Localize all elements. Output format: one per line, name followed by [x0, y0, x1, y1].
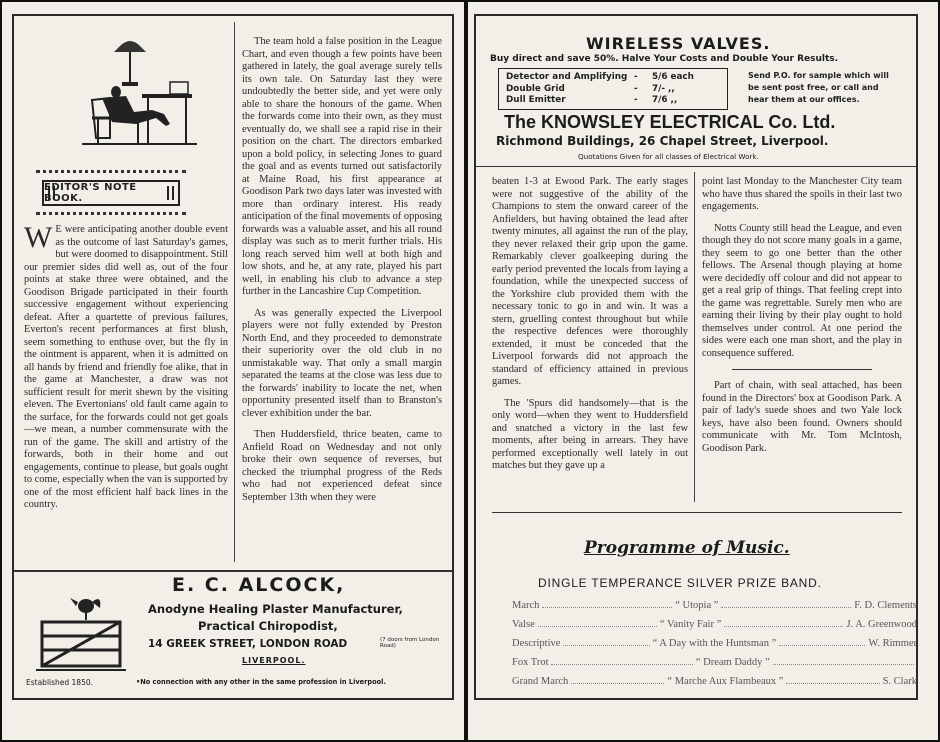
music-type: Valse [512, 619, 535, 630]
music-type: Grand March [512, 676, 569, 687]
wireless-divider [476, 166, 916, 167]
company-address: Richmond Buildings, 26 Chapel Street, Liverpool. [496, 134, 829, 148]
music-row [512, 619, 917, 630]
notes-column-2 [702, 176, 902, 496]
valve-price: 7/- ,, [652, 83, 675, 94]
valve-price: 5/6 each [652, 72, 694, 82]
notes-paragraph-1: beaten 1-3 at Ewood Park. The early stages were not suggestive of the ability of the Champions to stem the onward career of the Anfielders, but having obtained the lead after twenty minutes, all against the run of the play, they never relaxed their grip upon the game. Remarkably clever goalkeeping during the early period prevented the locals from laying a foundation, while the unexpected success of the Yorkshire club provided them with the necessary tonic to go in and win. It was a stern, gruelling contest throughout but while the respective defences were thoroughly extended, it must be conceded that the Liverpool forwards did not approach the standard of efficiency attained in previous games. [492, 176, 688, 387]
valve-row [506, 95, 726, 107]
column-divider [234, 22, 235, 562]
alcock-name: E. C. ALCOCK, [172, 574, 346, 596]
music-title: “ Marche Aux Flambeaux ” [667, 676, 784, 687]
company-name: The KNOWSLEY ELECTRICAL Co. Ltd. [504, 112, 836, 132]
alcock-established: Established 1850. [26, 678, 94, 687]
right-page [468, 2, 938, 740]
editor-paragraph-1 [24, 224, 228, 512]
send-po-note: Send P.O. for sample which will be sent post free, or call and hear them at our offices. [748, 71, 889, 104]
alcock-line-1: Anodyne Healing Plaster Manufacturer, [148, 602, 403, 616]
music-heading: Programme of Music. [584, 538, 790, 558]
music-row [512, 676, 917, 687]
music-composer: J. A. Greenwood [846, 619, 918, 630]
wireless-title: WIRELESS VALVES. [586, 34, 771, 53]
quotations-note: Quotations Given for all classes of Electrical Work. [578, 152, 759, 161]
music-title: “ Dream Daddy ” [695, 657, 770, 668]
notes-paragraph-5: Part of chain, with seal attached, has been found in the Directors' box at Goodison Park. A pair of lady's suede shoes and two Yale lock keys, have also been found. Owners should communicate with Mr. Tom McIntosh, Goodison Park. [702, 380, 902, 454]
editor-paragraph-2: The team hold a false position in the League Chart, and even though a few points have been gathered in lately, the goal average surely tells its own tale. On Saturday last they were undoubtedly the better side, and yet were only able to share the honours of the game. When the forwards come into their own, as they must eventually do, we shall see a rapid rise in their position on the chart. The directors embarked upon a bold policy, in selecting Jones to guard the goal and as events turned out satisfactorily at Maine Road, his first appearance at Goodison Park two days later was invested with more than ordinary interest. His ready anticipation of the final movements of opposing forwards was a valuable asset, and his all round display was such as to merit further trials. His long reach served him well at both high and low shots, and he, at any rate, played his part well, in enabling his club to advance a step further in the Lancashire Cup Competition. [242, 36, 442, 297]
band-name: DINGLE TEMPERANCE SILVER PRIZE BAND. [538, 576, 822, 590]
alcock-city: LIVERPOOL. [242, 656, 306, 665]
valve-row [506, 72, 726, 84]
valve-dash: - [634, 95, 638, 105]
music-composer: F. D. Clements [854, 600, 917, 611]
alcock-address: 14 GREEK STREET, LONDON ROAD [148, 638, 348, 650]
valve-dash: - [634, 83, 638, 94]
alcock-address-note: (7 doors from London Road) [380, 637, 440, 649]
music-composer: W. Rimmer [868, 638, 918, 649]
wireless-subtitle: Buy direct and save 50%. Halve Your Costs and Double Your Results. [490, 54, 839, 64]
left-page [2, 2, 464, 740]
music-row [512, 600, 917, 611]
drop-cap: W [24, 224, 53, 254]
notes-paragraph-2: The 'Spurs did handsomely—that is the only word—when they went to Huddersfield and snatched a victory in the last few moments, after being in arrears. They have performed exceptionally well lately in out matches but they gave up a [492, 397, 688, 471]
music-title: “ A Day with the Huntsman ” [652, 638, 777, 649]
notes-paragraph-4: Notts County still head the League, and even though they do not score many goals in a game, they seem to go one better than the other fellows. The Arsenal though playing at home were decidedly off colour and did not appear to get a real grip of things. That feeling crept into the game was regrettable. Surely men who are earning their living by their play ought to hold themselves under control. At one period the sides were each one man short, and the play in consequence suffered. [702, 222, 902, 359]
gate-and-bird-illustration [36, 592, 126, 672]
music-type: Fox Trot [512, 657, 549, 668]
valve-name: Detector and Amplifying [506, 72, 628, 82]
music-row [512, 638, 917, 649]
notes-separator [732, 369, 872, 370]
editor-reading-illustration [82, 38, 197, 148]
valve-name: Double Grid [506, 83, 565, 94]
editor-column-1 [24, 224, 228, 562]
editor-heading-text: EDITOR'S NOTE BOOK. [44, 182, 137, 204]
valve-row [506, 84, 726, 96]
editor-paragraph-3: As was generally expected the Liverpool players were not fully extended by Preston North End, and they proceeded to demonstrate their superiority over the old club in no unmistakable way. That only a small margin separated the teams at the close was less due to the forwards' inability to locate the net, when opportunity presented itself than to Branston's clever exhibition under the bar. [242, 307, 442, 419]
music-divider [492, 512, 902, 513]
music-composer: S. Clark [882, 676, 917, 687]
notes-column-1 [492, 176, 688, 496]
music-title: “ Vanity Fair ” [659, 619, 722, 630]
heading-ornament-top [36, 170, 186, 174]
editor-heading [42, 180, 180, 206]
column-divider [694, 172, 695, 502]
music-type: Descriptive [512, 638, 561, 649]
editor-column-2 [242, 36, 442, 562]
valve-name: Dull Emitter [506, 95, 566, 105]
alcock-note: •No connection with any other in the same profession in Liverpool. [136, 678, 386, 686]
music-row [512, 657, 917, 668]
editor-paragraph-4: Then Huddersfield, thrice beaten, came to Anfield Road on Wednesday and not only broke their own sequence of reverses, but checked the triumphal progress of the Reds who had not experienced defeat since September 13th when they were [242, 429, 442, 503]
ad-divider [14, 570, 452, 572]
editor-paragraph-1-text: E were anticipating another double event as the outcome of last Saturday's games, but were doomed to disappointment. Still our premier sides did well as, out of the four points at stake three were obtained, and the Goodison Brigade participated in their fourth successive engagement without experiencing defeat. After a quartette of previous failures, Everton's recent performances at first blush, seem something to enthuse over, but the fly in the ointment is apparent, when it is admitted on all hands by friend and friendly foe alike, that in the game at Manchester, a draw was not sufficient result for merit shewn by the visiting eleven. The Evertonians' old fault came again to the surface, for the forwards could not get goals—we mean, a number commensurate with the run of the game. The skill and artistry of the forwards, both in their home and out engagements, continue to please, but goals ought to come, especially when the van is supported by one of the most efficient half back lines in the country. [24, 224, 228, 510]
notes-paragraph-3: point last Monday to the Manchester City team who have thus shared the spoils in their last two engagements. [702, 176, 902, 212]
music-title: “ Utopia ” [675, 600, 719, 611]
heading-ornament-bottom [36, 212, 186, 216]
alcock-line-2: Practical Chiropodist, [198, 619, 338, 633]
valve-dash: - [634, 72, 638, 82]
valve-price-list [506, 72, 726, 107]
valve-price: 7/6 ,, [652, 95, 678, 105]
music-type: March [512, 600, 540, 611]
